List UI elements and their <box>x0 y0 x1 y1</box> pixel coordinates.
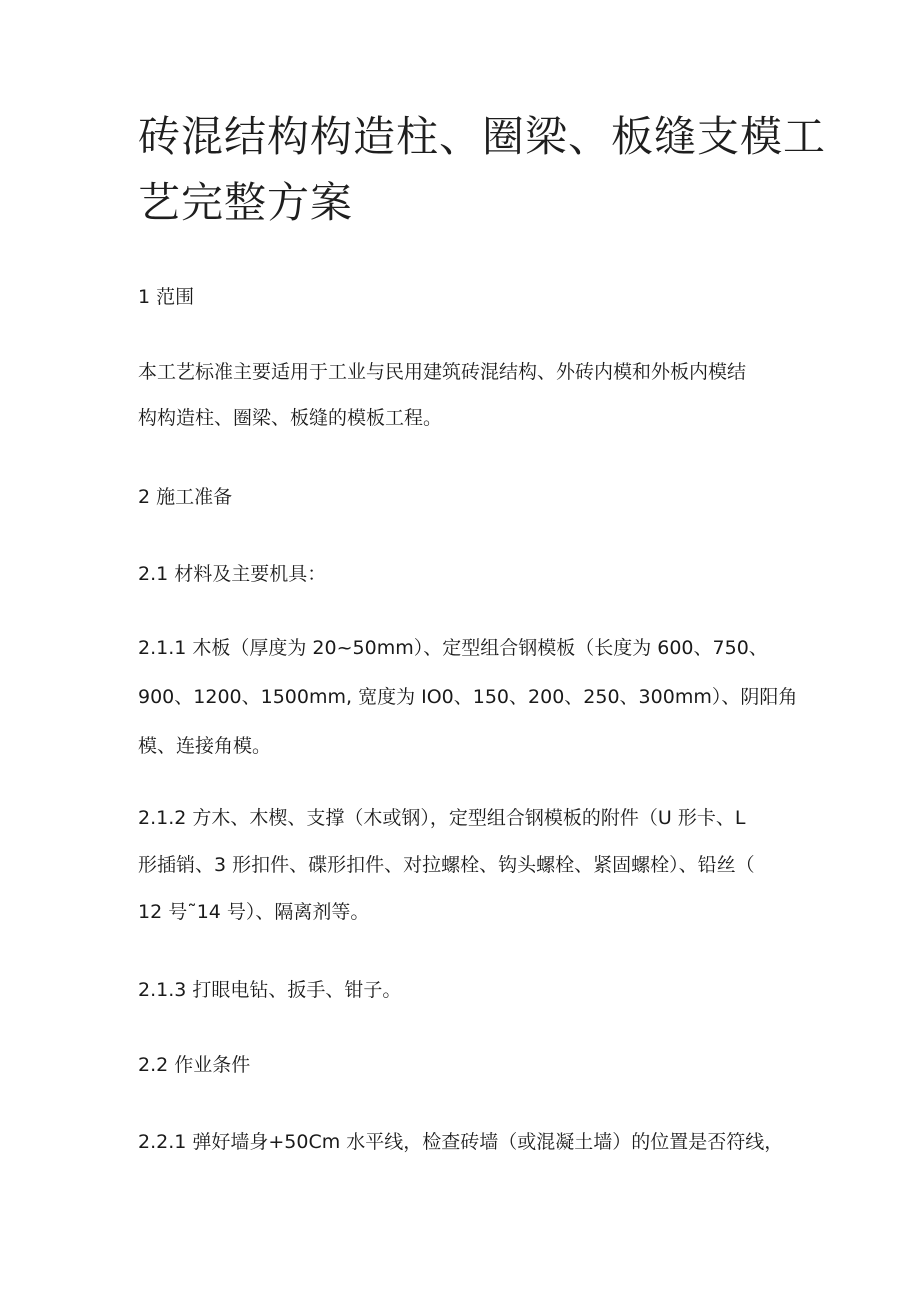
item-2-1-2-line-1: 2.1.2 方木、木楔、支撑（木或钢），定型组合钢模板的附件（U 形卡、L <box>138 807 746 829</box>
paragraph-scope-line-2: 构构造柱、圈梁、板缝的模板工程。 <box>138 407 443 429</box>
title-line: 砖混结构构造柱、圈梁、板缝支模工 <box>138 112 827 161</box>
item-2-1-1-line-3: 模、连接角模。 <box>138 735 272 757</box>
item-2-1-3: 2.1.3 打眼电钻、扳手、钳子。 <box>138 979 402 1001</box>
document-title <box>138 104 827 236</box>
item-2-1-2-line-2: 形插销、3 形扣件、碟形扣件、对拉螺栓、钩头螺栓、紧固螺栓）、铅丝（ <box>138 854 755 876</box>
section-heading-2: 2 施工准备 <box>138 486 233 508</box>
item-2-1-2-line-3: 12 号˜14 号）、隔离剂等。 <box>138 901 370 923</box>
subsection-heading-2-2: 2.2 作业条件 <box>138 1054 251 1076</box>
paragraph-scope-line-1: 本工艺标准主要适用于工业与民用建筑砖混结构、外砖内模和外板内模结 <box>138 361 747 383</box>
item-2-1-1-line-2: 900、1200、1500mm, 宽度为 IO0、150、200、250、300mm）、阴阳角 <box>138 686 798 708</box>
title-line: 艺完整方案 <box>138 178 354 227</box>
section-heading-1: 1 范围 <box>138 286 195 308</box>
item-2-1-1-line-1: 2.1.1 木板（厚度为 20~50mm）、定型组合钢模板（长度为 600、750、 <box>138 637 768 659</box>
subsection-heading-2-1: 2.1 材料及主要机具： <box>138 563 327 585</box>
item-2-2-1-line-1: 2.2.1 弹好墙身+50Cm 水平线，检查砖墙（或混凝土墙）的位置是否符线， <box>138 1131 784 1153</box>
